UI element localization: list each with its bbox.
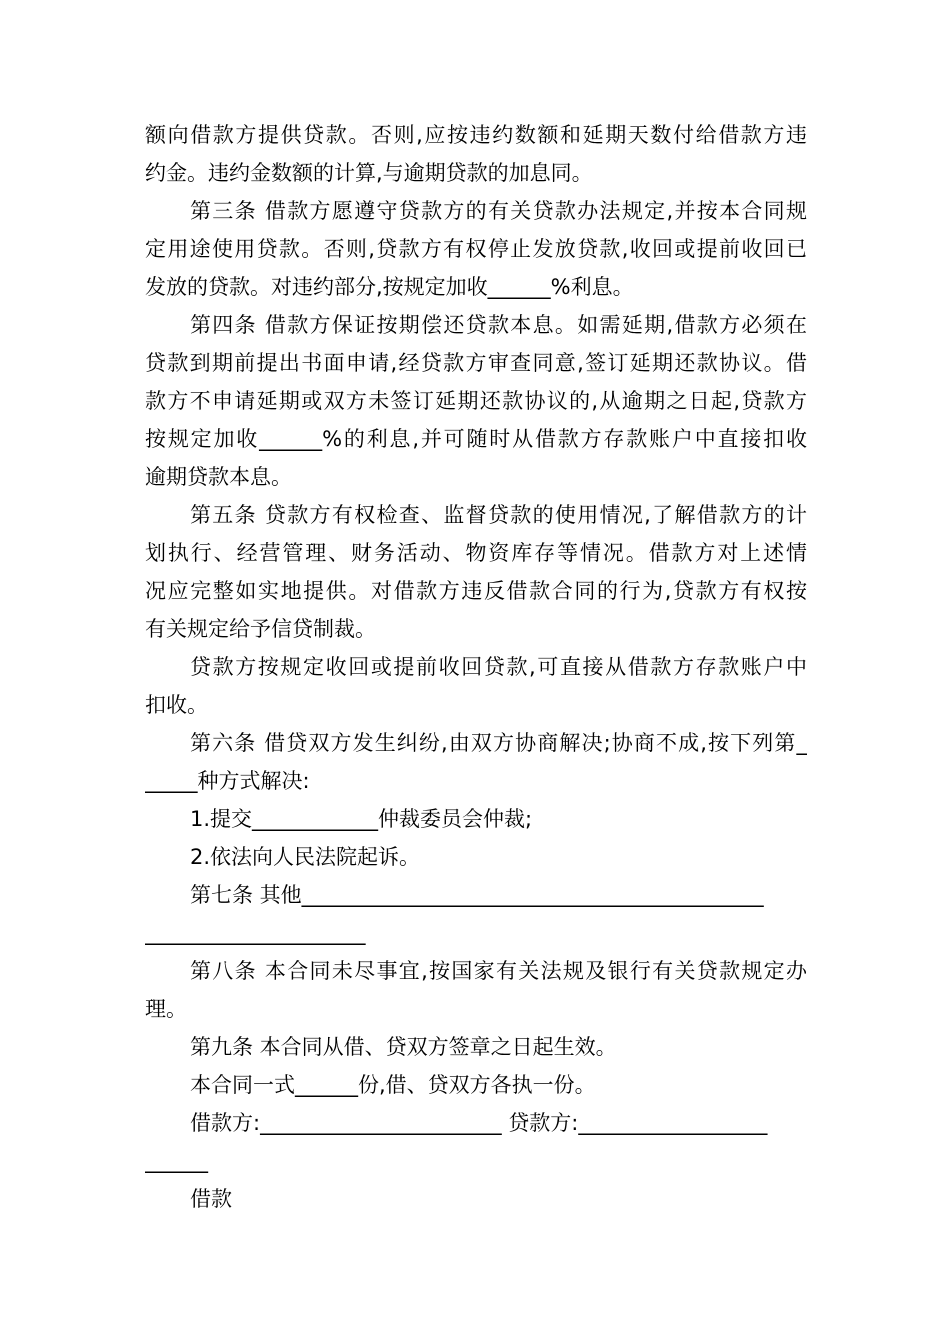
- article-5-heading-line: 第五条 贷款方有权检查、监督贷款的使用情况,了解借款方的计: [190, 503, 807, 527]
- text-line: 贷款到期前提出书面申请,经贷款方审查同意,签订延期还款协议。借: [145, 351, 807, 375]
- option-1-line: 1.提交____________仲裁委员会仲裁;: [190, 807, 533, 831]
- article-3-heading-line: 第三条 借款方愿遵守贷款方的有关贷款办法规定,并按本合同规: [190, 199, 807, 223]
- copies-line: 本合同一式______份,借、贷双方各执一份。: [190, 1073, 596, 1097]
- article-7-heading-line: 第七条 其他____________________________________________: [190, 883, 764, 907]
- text-line: 扣收。: [145, 693, 208, 717]
- blank-fill-line: ______: [145, 1149, 208, 1173]
- blank-fill-line: _____________________: [145, 921, 366, 945]
- text-line: 约金。违约金数额的计算,与逾期贷款的加息同。: [145, 161, 593, 185]
- text-line: 定用途使用贷款。否则,贷款方有权停止发放贷款,收回或提前收回已: [145, 237, 807, 261]
- option-2-line: 2.依法向人民法院起诉。: [190, 845, 421, 869]
- text-line: 额向借款方提供贷款。否则,应按违约数额和延期天数付给借款方违: [145, 123, 807, 147]
- text-line: 况应完整如实地提供。对借款方违反借款合同的行为,贷款方有权按: [145, 579, 807, 603]
- text-line: 划执行、经营管理、财务活动、物资库存等情况。借款方对上述情: [145, 541, 807, 565]
- borrower-label-line: 借款: [190, 1187, 232, 1211]
- text-line: 发放的贷款。对违约部分,按规定加收______%利息。: [145, 275, 634, 299]
- text-line: 贷款方按规定收回或提前收回贷款,可直接从借款方存款账户中: [190, 655, 807, 679]
- text-line: 理。: [145, 997, 187, 1021]
- article-9-heading-line: 第九条 本合同从借、贷双方签章之日起生效。: [190, 1035, 617, 1059]
- text-line: 逾期贷款本息。: [145, 465, 292, 489]
- text-line: _____种方式解决:: [145, 769, 310, 793]
- text-line: 款方不申请延期或双方未签订延期还款协议的,从逾期之日起,贷款方: [145, 389, 807, 413]
- text-line: 按规定加收______%的利息,并可随时从借款方存款账户中直接扣收: [145, 427, 807, 451]
- text-line: 有关规定给予信贷制裁。: [145, 617, 376, 641]
- article-6-heading-line: 第六条 借贷双方发生纠纷,由双方协商解决;协商不成,按下列第_: [190, 731, 807, 755]
- signature-line: 借款方:_______________________ 贷款方:__________________: [190, 1111, 768, 1135]
- article-8-heading-line: 第八条 本合同未尽事宜,按国家有关法规及银行有关贷款规定办: [190, 959, 807, 983]
- article-4-heading-line: 第四条 借款方保证按期偿还贷款本息。如需延期,借款方必须在: [190, 313, 807, 337]
